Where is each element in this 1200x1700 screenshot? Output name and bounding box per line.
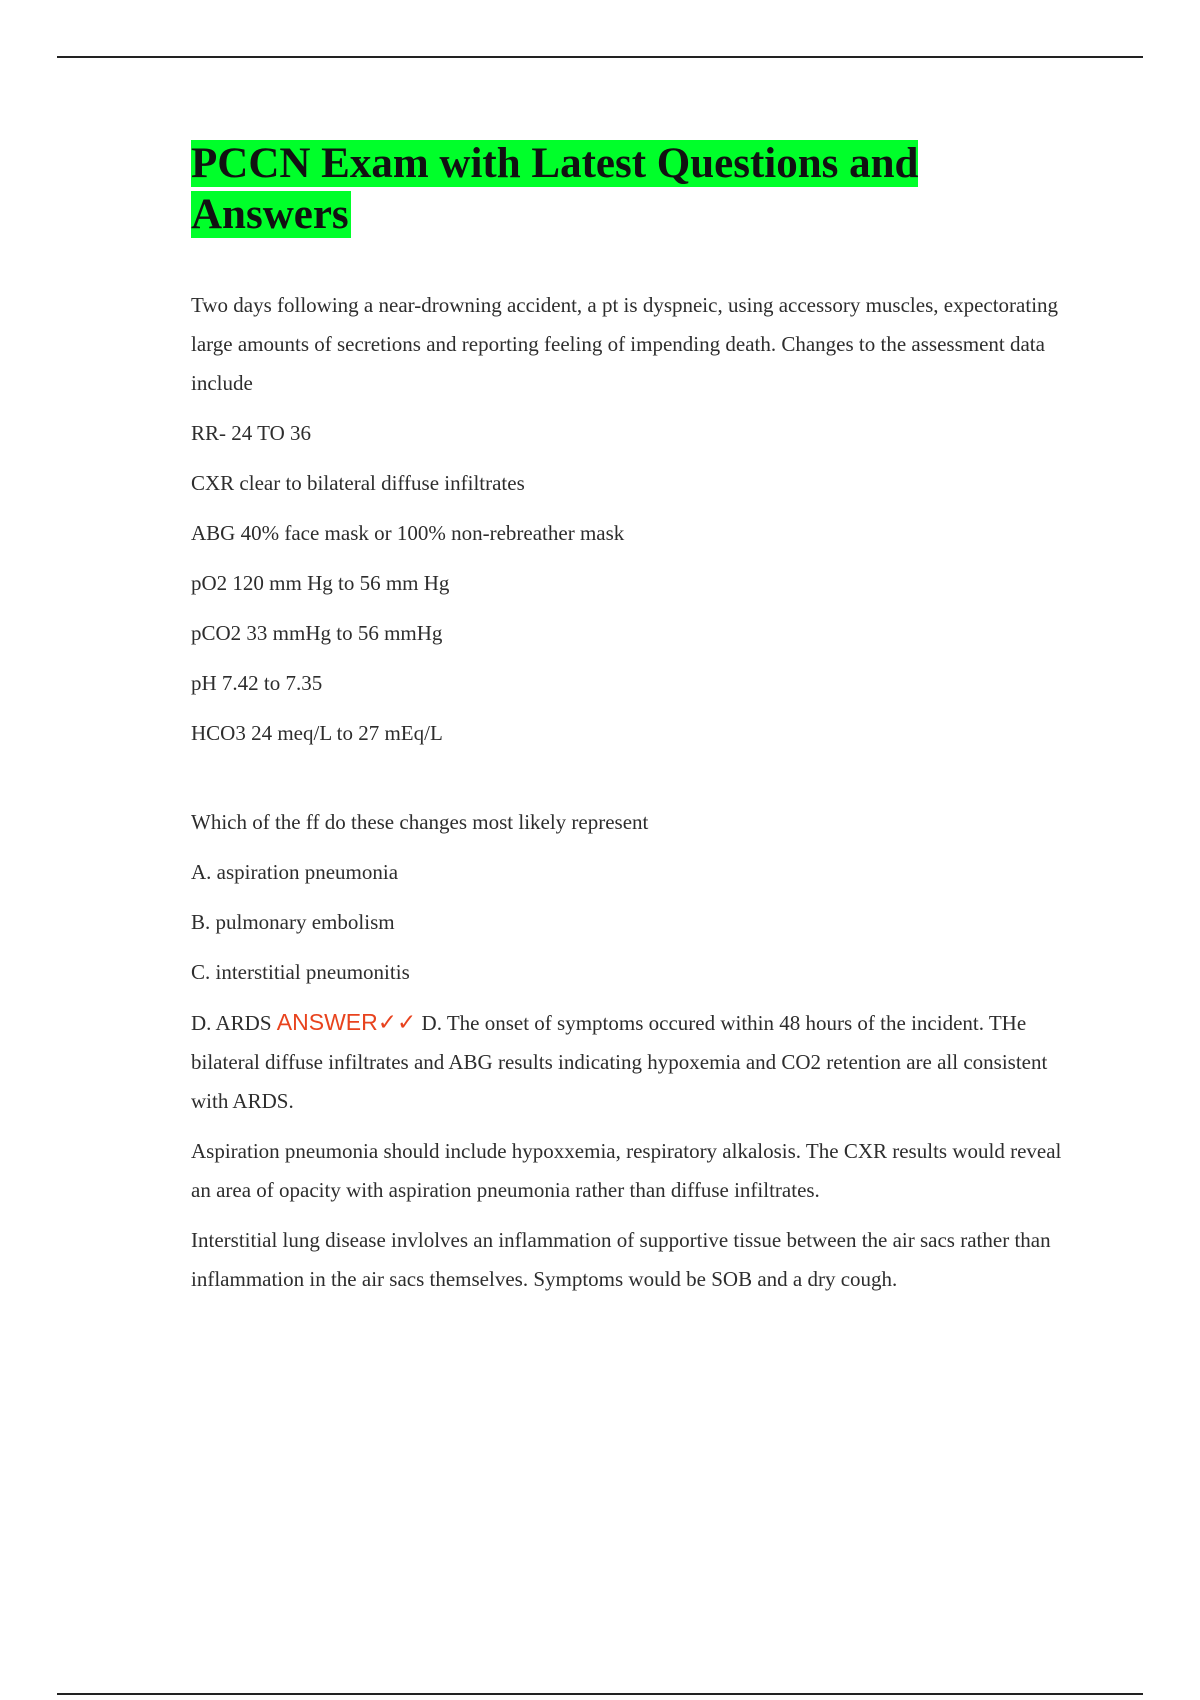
assessment-line: pH 7.42 to 7.35	[191, 671, 323, 695]
assessment-line: RR- 24 TO 36	[191, 421, 311, 445]
assessment-line: pCO2 33 mmHg to 56 mmHg	[191, 621, 443, 645]
answer-option-c: C. interstitial pneumonitis	[191, 960, 410, 984]
question-intro: Two days following a near-drowning accident, a pt is dyspneic, using accessory muscles, expectorating large amounts of secretions and reporting feeling of impending death. Changes to the assessment data include	[191, 293, 1059, 395]
header-rule	[57, 56, 1143, 58]
assessment-line: pO2 120 mm Hg to 56 mm Hg	[191, 571, 450, 595]
explanation-paragraph: Interstitial lung disease invlolves an inflammation of supportive tissue between the air sacs rather than inflammation in the air sacs themselves. Symptoms would be SOB and a dry cough.	[191, 1228, 1051, 1291]
answer-checkmark-label: ANSWER✓✓	[276, 1009, 417, 1035]
assessment-line: CXR clear to bilateral diffuse infiltrates	[191, 471, 525, 495]
answer-option-d	[191, 1003, 1071, 1121]
assessment-line: ABG 40% face mask or 100% non-rebreather mask	[191, 521, 625, 545]
option-d-label: D. ARDS	[191, 1011, 272, 1035]
assessment-line: HCO3 24 meq/L to 27 mEq/L	[191, 721, 443, 745]
answer-rationale: D. The onset of symptoms occured within 48 hours of the incident. THe bilateral diffuse infiltrates and ABG results indicating hypoxemia and CO2 retention are all consistent with ARDS.	[191, 1011, 1048, 1113]
title-highlight: PCCN Exam with Latest Questions and Answers	[191, 140, 919, 238]
document-title	[191, 138, 1071, 240]
footer-rule	[57, 1693, 1143, 1695]
answer-option-b: B. pulmonary embolism	[191, 910, 395, 934]
answer-option-a: A. aspiration pneumonia	[191, 860, 399, 884]
explanation-paragraph: Aspiration pneumonia should include hypoxxemia, respiratory alkalosis. The CXR results would reveal an area of opacity with aspiration pneumonia rather than diffuse infiltrates.	[191, 1139, 1062, 1202]
document-body	[191, 138, 1071, 1299]
question-prompt: Which of the ff do these changes most likely represent	[191, 810, 649, 834]
